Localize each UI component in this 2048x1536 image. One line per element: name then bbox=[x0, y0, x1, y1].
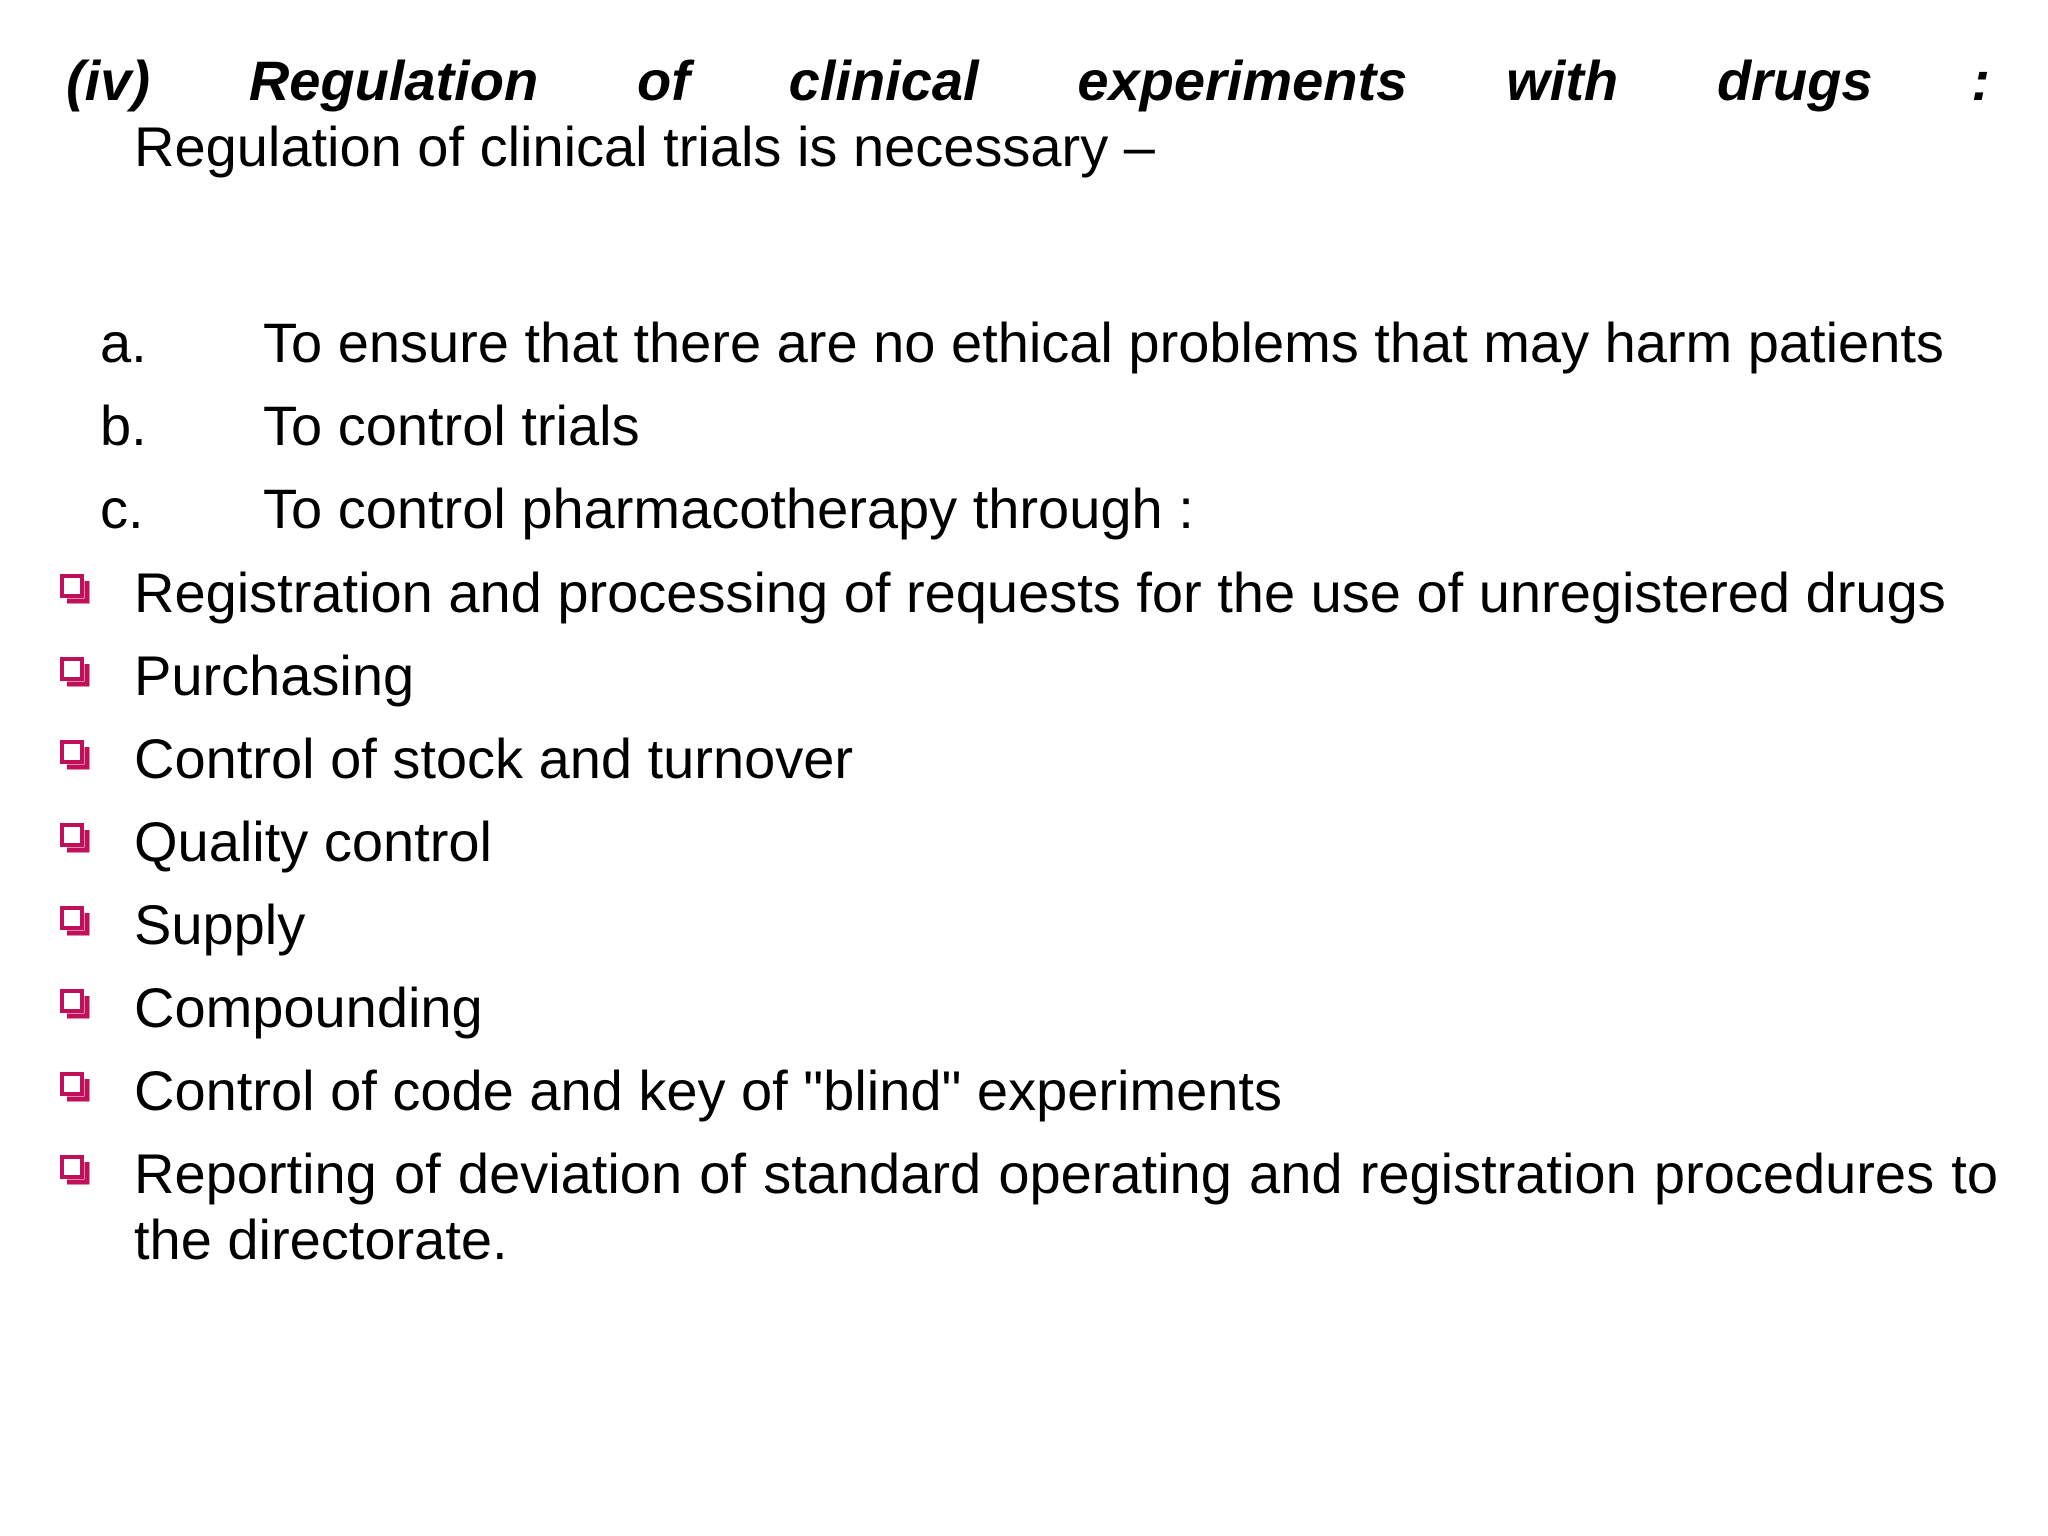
list-marker: b. bbox=[100, 394, 147, 457]
bullet-item bbox=[58, 1141, 1998, 1273]
checkbox-square-icon bbox=[60, 906, 92, 938]
bullet-item bbox=[58, 892, 1998, 975]
bullet-item bbox=[58, 1058, 1998, 1141]
checkbox-square-icon bbox=[60, 1155, 92, 1187]
bullet-item bbox=[58, 975, 1998, 1058]
heading-word: of bbox=[636, 49, 690, 112]
heading-word: with bbox=[1506, 49, 1619, 112]
control-bullet-list bbox=[58, 560, 1998, 1273]
bullet-item bbox=[58, 560, 1998, 643]
bullet-text: Control of code and key of "blind" experiments bbox=[134, 1059, 1282, 1122]
bullet-text: Quality control bbox=[134, 810, 492, 873]
list-item bbox=[100, 393, 2000, 476]
checkbox-square-icon bbox=[60, 1072, 92, 1104]
bullet-item bbox=[58, 726, 1998, 809]
bullet-text: Purchasing bbox=[134, 644, 415, 707]
bullet-text: Registration and processing of requests for the use of unregistered drugs bbox=[134, 561, 1946, 624]
checkbox-square-icon bbox=[60, 574, 92, 606]
checkbox-square-icon bbox=[60, 989, 92, 1021]
checkbox-square-icon bbox=[60, 657, 92, 689]
bullet-text: Control of stock and turnover bbox=[134, 727, 854, 790]
list-item-text: To control pharmacotherapy through : bbox=[263, 477, 1194, 540]
heading-colon: : bbox=[1971, 49, 1990, 112]
list-item-text: To ensure that there are no ethical problems that may harm patients bbox=[263, 311, 1944, 374]
section-heading bbox=[66, 48, 1990, 114]
heading-subtitle: Regulation of clinical trials is necessary – bbox=[134, 115, 1155, 178]
bullet-text: Reporting of deviation of standard operating and registration procedures to the directorate. bbox=[134, 1142, 1998, 1271]
heading-word: Regulation bbox=[248, 49, 539, 112]
bullet-item bbox=[58, 809, 1998, 892]
list-marker: c. bbox=[100, 477, 144, 540]
purpose-list bbox=[100, 310, 2000, 559]
list-item-text: To control trials bbox=[263, 394, 640, 457]
checkbox-square-icon bbox=[60, 823, 92, 855]
checkbox-square-icon bbox=[60, 740, 92, 772]
bullet-text: Compounding bbox=[134, 976, 483, 1039]
list-item bbox=[100, 476, 2000, 559]
heading-word: clinical bbox=[788, 49, 979, 112]
heading-word: experiments bbox=[1077, 49, 1408, 112]
bullet-text: Supply bbox=[134, 893, 306, 956]
list-marker: a. bbox=[100, 311, 147, 374]
section-number: (iv) bbox=[66, 49, 150, 112]
heading-word: drugs bbox=[1716, 49, 1873, 112]
list-item bbox=[100, 310, 2000, 393]
bullet-item bbox=[58, 643, 1998, 726]
